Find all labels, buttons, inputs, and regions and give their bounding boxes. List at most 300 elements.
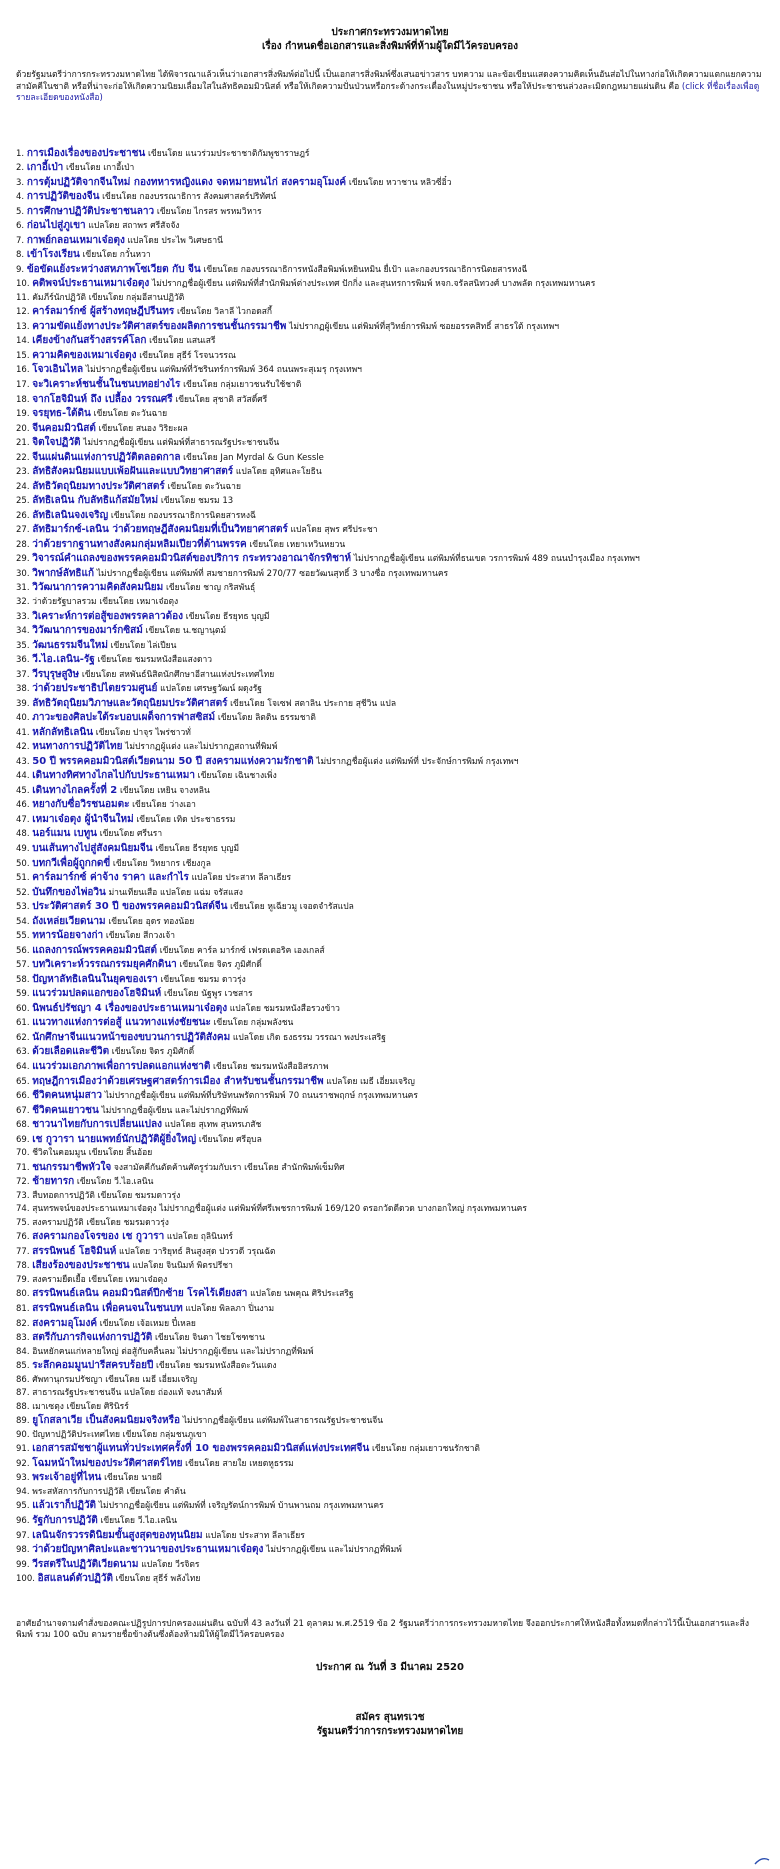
book-author: แปลโดย เศรษฐวัฒน์ ผดุงรัฐ <box>160 684 262 695</box>
book-title-link[interactable]: วีรสตรีในปฏิวัติเวียดนาม <box>32 1558 139 1570</box>
item-number: 90. <box>16 1429 33 1440</box>
book-author: เขียนโดย เหมาเจ๋อตุง <box>88 1274 168 1285</box>
book-list-item <box>16 1442 764 1457</box>
item-number: 65. <box>16 1076 33 1087</box>
item-number: 98. <box>16 1545 33 1556</box>
item-number: 9. <box>16 264 27 275</box>
book-list-item <box>16 1274 764 1288</box>
book-title-link[interactable]: ภาวะของศิลปะใต้ระบอบเผด็จการฟาสซิสม์ <box>32 712 216 724</box>
book-title-link[interactable]: เดินทางทิศทางไกลไปกับประธานเหมา <box>32 770 195 782</box>
book-author: แปลโดย นพคุณ ศิริประเสริฐ <box>250 1289 354 1300</box>
book-author: ไม่ปรากฏชื่อผู้เขียน แต่พิมพ์ที่ เจริญรัตน์การพิมพ์ บ้านพานถม กรุงเทพมหานคร <box>98 1501 384 1512</box>
item-number: 82. <box>16 1318 33 1329</box>
item-number: 79. <box>16 1274 33 1285</box>
book-title-link[interactable]: จากโฮจิมินห์ ถึง เปลื้อง วรรณศรี <box>32 393 173 405</box>
book-title-link[interactable]: วิวัฒนาการของมาร์กซิสม์ <box>32 625 143 637</box>
book-title-link[interactable]: โฉมหน้าใหม่ของประวัติศาสตร์ไทย <box>32 1457 183 1469</box>
book-author: เขียนโดย กลุ่มชนภูเขา <box>122 1429 207 1440</box>
book-author: แปลโดย ประสาท ลีลาเธียร <box>205 1530 305 1541</box>
book-title-link[interactable]: วิพากษ์ลัทธิแก้ <box>32 567 95 579</box>
item-number: 3. <box>16 177 27 188</box>
book-list-item <box>16 292 764 306</box>
book-author: เขียนโดย จิตร ภูมิศักดิ์ <box>179 960 262 971</box>
book-title-link[interactable]: ลัทธิเลนินจงเจริญ <box>32 509 109 521</box>
book-title-link[interactable]: เสียงร้องของประชาชน <box>32 1260 130 1272</box>
book-title-link[interactable]: ระลึกคอมมูนปารีสครบร้อยปี <box>32 1360 154 1372</box>
book-title-link[interactable]: อิสแลนด์ตัวปฏิวัติ <box>37 1573 113 1585</box>
book-list-item <box>16 1045 764 1060</box>
book-author: เขียนโดย สิ้นอ้อย <box>88 1148 153 1159</box>
book-title-link[interactable]: บนเส้นทางไปสู่สังคมนิยมจีน <box>32 843 153 854</box>
book-title-link: อินหยักคนแก่หลายใหญ่ ต่อสู้กับคลื่นลม <box>32 1346 176 1357</box>
book-title-link[interactable]: เอกสารสมัชชาผู้แทนทั่วประเทศครั้งที่ 10 ของพรรคคอมมิวนิสต์แห่งประเทศจีน <box>32 1443 370 1455</box>
book-author: ไม่ปรากฏผู้แต่ง และไม่ปรากฏสถานที่พิมพ์ <box>125 742 278 753</box>
book-author: เขียนโดย เหยาเหวินหยวน <box>249 539 346 550</box>
book-title-link[interactable]: วิจารณ์คำแถลงของพรรคคอมมิวนิสต์ของปริการ กระทรวงอาณาจักรทิชาห์ <box>32 553 352 565</box>
book-title-link[interactable]: ลัทธิวัตถุนิยมวิภาษและวัตถุนิยมประวัติศาสตร์ <box>32 697 228 709</box>
book-list-item <box>16 755 764 770</box>
book-list-item <box>16 552 764 567</box>
announcement-subject: เรื่อง กำหนดชื่อเอกสารและสิ่งพิมพ์ที่ห้ามผู้ใดมีไว้ครอบครอง <box>261 41 519 52</box>
item-number: 53. <box>16 902 33 913</box>
book-list-item <box>16 509 764 524</box>
book-title-link: พระสหัสการกับการปฏิวัติ <box>32 1486 124 1497</box>
book-title-link[interactable]: จีนแผ่นดินแห่งการปฏิวัติตลอดกาล <box>32 451 181 463</box>
book-title-link[interactable]: การปฏิวัติของจีน <box>26 191 100 203</box>
book-title-link: ว่าด้วยรัฐบาลรวม <box>32 596 97 607</box>
book-list-item <box>16 378 764 393</box>
book-author: แปลโดย พิลลภา ปิ่นงาม <box>185 1304 275 1314</box>
item-number: 83. <box>16 1333 33 1344</box>
book-title-link[interactable]: ชีวิตคนหนุ่มสาว <box>32 1090 103 1102</box>
item-number: 32. <box>16 596 33 607</box>
item-number: 84. <box>16 1346 33 1357</box>
book-author: เขียนโดย ธีรยุทธ บุญมี <box>185 611 270 622</box>
book-title-link[interactable]: แล้วเราก็ปฏิวัติ <box>32 1500 97 1512</box>
book-list-item <box>16 1104 764 1119</box>
book-list-item <box>16 581 764 596</box>
item-number: 100. <box>16 1574 38 1585</box>
book-list-item <box>16 349 764 364</box>
book-title-link[interactable]: วีรบุรุษสูงิษ <box>32 668 80 680</box>
book-author: เขียนโดย คาร์ล มาร์กซ์ เฟรดเดอริค เองเกลส์ <box>159 945 325 956</box>
item-number: 72. <box>16 1177 33 1188</box>
item-number: 6. <box>16 221 27 232</box>
book-list-item <box>16 1089 764 1104</box>
book-list-item <box>16 451 764 466</box>
book-author: เขียนโดย ศรีอุบล <box>198 1134 262 1145</box>
book-title-link[interactable]: ลัทธิเลนิน กับลัทธิแก้สมัยใหม่ <box>32 495 159 507</box>
book-title-link[interactable]: ด้วยเลือดและชีวิต <box>32 1046 110 1058</box>
book-author: เขียนโดย สุธีร์ พลังไทย <box>115 1574 201 1585</box>
item-number: 67. <box>16 1105 33 1116</box>
item-number: 20. <box>16 423 33 434</box>
book-title-link[interactable]: ลัทธิสังคมนิยมแบบเพ้อฝันและแบบวิทยาศาสตร์ <box>32 466 234 478</box>
item-number: 47. <box>16 814 33 825</box>
item-number: 37. <box>16 669 33 680</box>
book-title-link[interactable]: ชนกรรมาชีพหัวใจ <box>32 1161 112 1173</box>
item-number: 38. <box>16 684 33 695</box>
item-number: 18. <box>16 394 33 405</box>
item-number: 41. <box>16 727 33 738</box>
book-author: เขียนโดย วี.ไอ.เลนิน <box>100 1515 178 1526</box>
book-author: เขียนโดย กวั๋นหวา <box>82 250 151 261</box>
book-author: เขียนโดย เฉินชางเพิ่ง <box>197 771 277 782</box>
book-author: ไม่ปรากฏชื่อผู้เขียน แต่พิมพ์ที่ธนเขต วรการพิมพ์ 489 ถนนบำรุงเมือง กรุงเทพฯ <box>353 554 640 565</box>
item-number: 63. <box>16 1047 33 1058</box>
book-list-item <box>16 1259 764 1274</box>
book-author: เขียนโดย ชมรม 13 <box>160 496 234 507</box>
book-list-item <box>16 567 764 582</box>
book-list-item <box>16 958 764 973</box>
book-title-link[interactable]: ว่าด้วยปัญหาศิลปะและชาวนาของประธานเหมาเจ๋อตุง <box>32 1544 264 1556</box>
book-author: เขียนโดย ชมรมหนังสือตะวันแดง <box>156 1361 277 1372</box>
book-list-item <box>16 263 764 278</box>
book-title-link[interactable]: บทกวีเพื่อผู้ถูกกดขี่ <box>32 857 111 869</box>
item-number: 42. <box>16 742 33 753</box>
item-number: 15. <box>16 350 33 361</box>
book-title-link[interactable]: คติพจน์ประธานเหมาเจ๋อตุง <box>32 278 150 290</box>
book-title-link[interactable]: สงครามกองโจรของ เช กูวารา <box>32 1231 165 1243</box>
book-list-item <box>16 610 764 625</box>
item-number: 10. <box>16 279 33 290</box>
book-list-item <box>16 480 764 495</box>
book-title-link[interactable]: เข้าโรงเรียน <box>26 249 80 261</box>
book-title-link[interactable]: ก่อนไปสู่ภูเขา <box>26 220 86 232</box>
book-title-link[interactable]: นิพนธ์ปรัชญา 4 เรื่องของประธานเหมาเจ๋อตุง <box>32 1002 228 1014</box>
item-number: 76. <box>16 1232 33 1243</box>
book-author: ไม่ปรากฏชื่อผู้เขียน และไม่ปรากฏที่พิมพ์ <box>101 1105 249 1116</box>
book-title-link[interactable]: เช กูวารา นายแพทย์นักปฏิวัติผู้ยิ่งใหญ่ <box>32 1133 197 1145</box>
item-number: 92. <box>16 1458 33 1469</box>
book-title-link[interactable]: สรรนิพนธ์เลนิน คอมมิวนิสต์ปีกซ้าย โรคไร้เดียงสา <box>32 1288 248 1300</box>
book-list-item <box>16 320 764 335</box>
book-list-item <box>16 682 764 697</box>
book-author: เขียนโดย ลิตติน ธรรมชาติ <box>217 713 316 724</box>
book-title-link[interactable]: วี.ไอ.เลนิน-รัฐ <box>32 654 95 666</box>
book-list-item <box>16 1287 764 1302</box>
item-number: 2. <box>16 163 27 174</box>
book-title-link[interactable]: จีนคอมมิวนิสต์ <box>32 422 96 434</box>
book-title-link[interactable]: การเมืองเรื่องของประชาชน <box>26 147 146 159</box>
closing-paragraph: อาศัยอำนาจตามคำสั่งของคณะปฏิรูปการปกครองแผ่นดิน ฉบับที่ 43 ลงวันที่ 21 ตุลาคม พ.ศ.2519 ข้อ 2 รัฐมนตรีว่าการกระทรวงมหาดไทย จึงออกประกาศให้หนังสือทั้งหมดที่กล่าวไว้นี้เป็นเอกสารและสิ่งพิมพ์ รวม 100 ฉบับ ตามรายชื่อข้างต้นซึ่งต้องห้ามมิให้ผู้ใดมีไว้ครอบครอง <box>16 1618 749 1641</box>
book-author: แปลโดย อุทิศและโยธิน <box>235 467 322 478</box>
book-author: เขียนโดย เจ้อเหมย ปี๋เหลย <box>99 1318 196 1329</box>
book-list-item <box>16 842 764 857</box>
item-number: 34. <box>16 626 33 637</box>
book-title-link[interactable]: บทวิเคราะห์วรรณกรรมยุคศักดินา <box>32 959 177 971</box>
book-title-link[interactable]: หยางกับซื่อวิรชนอมตะ <box>32 799 130 811</box>
book-author: เขียนโดย จิตร ภูมิศักดิ์ <box>111 1047 195 1058</box>
item-number: 66. <box>16 1091 33 1102</box>
book-list <box>16 147 764 1587</box>
item-number: 60. <box>16 1003 33 1014</box>
book-list-item <box>16 886 764 901</box>
book-list-item <box>16 813 764 828</box>
book-title-link[interactable]: กาพย์กลอนเหมาเจ๋อตุง <box>26 234 125 246</box>
book-title-link[interactable]: หลักลัทธิเลนิน <box>32 726 94 738</box>
book-title-link[interactable]: ถังเหล่ยเวียดนาม <box>32 915 106 927</box>
item-number: 21. <box>16 438 33 449</box>
book-list-item <box>16 1217 764 1231</box>
book-author: เขียนโดย สุชาติ สวัสดิ์ศรี <box>175 394 268 405</box>
book-list-item <box>16 827 764 842</box>
book-author: เขียนโดย สหพันธ์นิสิตนักศึกษาอีสานแห่งประเทศไทย <box>81 669 275 680</box>
book-author: เขียนโดย นายผี <box>104 1473 162 1484</box>
book-title-link[interactable]: เกาอี้เป่า <box>26 162 64 174</box>
book-title-link[interactable]: วิวัฒนาการความคิดสังคมนิยม <box>32 582 164 594</box>
book-list-item <box>16 798 764 813</box>
announcement-date: ประกาศ ณ วันที่ 3 มีนาคม 2520 <box>316 1661 464 1673</box>
book-title-link[interactable]: จิตใจปฏิวัติ <box>32 437 81 449</box>
book-title-link[interactable]: ว่าด้วยประชาธิปไตยรวมศูนย์ <box>32 683 158 695</box>
item-number: 31. <box>16 583 33 594</box>
book-author: ไม่ปรากฏชื่อผู้แต่ง แต่พิมพ์ที่ศรีเพชรการพิมพ์ 169/120 ตรอกวัดดีดวด บางกอกใหญ่ กรุงเทพมหานคร <box>159 1204 527 1215</box>
item-number: 33. <box>16 611 33 622</box>
item-number: 62. <box>16 1032 33 1043</box>
book-author: ม่านเทียนเสือ แปลโดย แฉ่ม จรัสแสง <box>108 887 243 898</box>
book-title-link[interactable]: ช้ายทารก <box>32 1176 75 1188</box>
item-number: 85. <box>16 1361 33 1372</box>
item-number: 64. <box>16 1061 33 1072</box>
book-list-item <box>16 161 764 176</box>
book-list-item <box>16 422 764 437</box>
book-title-link[interactable]: ทหารน้อยจางก่า <box>32 930 104 942</box>
book-author: เขียนโดย ว่างเอา <box>132 800 196 811</box>
book-list-item <box>16 1016 764 1031</box>
book-author: เขียนโดย นัฐพูร เวชสาร <box>163 989 253 1000</box>
book-list-item <box>16 363 764 378</box>
book-list-item <box>16 639 764 654</box>
book-author: เขียนโดย สุธีร์ โรจนวรรณ <box>139 350 236 361</box>
item-number: 16. <box>16 365 33 376</box>
book-title-link[interactable]: การศึกษาปฏิวัติประชาชนลาว <box>26 205 155 217</box>
book-list-item <box>16 1457 764 1472</box>
book-title-link[interactable]: สตรีกับภารกิจแห่งการปฏิวัติ <box>32 1332 153 1344</box>
item-number: 17. <box>16 380 33 390</box>
book-title-link[interactable]: วัฒนธรรมจีนใหม่ <box>32 639 108 651</box>
book-title-link: สุนทรพจน์ของประธานเหมาเจ๋อตุง <box>32 1204 157 1215</box>
book-title-link[interactable]: เลนินจักรวรรดินิยมขั้นสูงสุดของทุนนิยม <box>32 1529 203 1541</box>
book-list-item <box>16 1499 764 1514</box>
book-title-link: ปัญหาปฏิวัติประเทศไทย <box>32 1429 120 1440</box>
book-author: ไม่ปรากฏชื่อผู้เขียน แต่พิมพ์ที่วัชรินทร์การพิมพ์ 364 ถนนพระสุเมรุ กรุงเทพฯ <box>85 365 362 376</box>
book-title-link[interactable]: บันทึกของไพ่อวิน <box>32 886 106 898</box>
book-list-item <box>16 523 764 538</box>
book-title-link[interactable]: แนวร่วมปลดแอกของโฮจิมินห์ <box>32 988 162 1000</box>
book-title-link[interactable]: ทฤษฎีการเมืองว่าด้วยเศรษฐศาสตร์การเมือง สำหรับชนชั้นกรรมาชีพ <box>32 1075 324 1087</box>
book-list-item <box>16 494 764 509</box>
book-title-link[interactable]: แนวร่วมเอกภาพเพื่อการปลดแอกแห่งชาติ <box>32 1060 211 1072</box>
book-title-link[interactable]: วิเคราะห์การต่อสู้ของพรรคลาวด้อง <box>32 610 184 622</box>
book-list-item <box>16 784 764 799</box>
book-list-item <box>16 973 764 988</box>
book-author: แปลโดย ประสาท ลีลาเธียร <box>191 873 292 884</box>
item-number: 27. <box>16 525 33 536</box>
book-author: แปลโดย จินนิมท์ พิตรปรีชา <box>132 1261 233 1272</box>
book-title-link[interactable]: สงครามอุโมงค์ <box>32 1317 98 1329</box>
item-number: 58. <box>16 974 33 985</box>
book-author: ไม่ปรากฏผู้เขียน แต่พิมพ์ที่สุวิทย์การพิมพ์ ซอยอรรคสิทธิ์ สาธรใต้ กรุงเทพฯ <box>289 321 559 332</box>
book-author: เขียนโดย น.ชญานุตม์ <box>145 626 227 637</box>
item-number: 14. <box>16 336 33 347</box>
book-title-link[interactable]: สรรนิพนธ์เลนิน เพื่อคนจนในชนบท <box>32 1303 183 1314</box>
signature-block <box>16 1711 764 1739</box>
book-title-link[interactable]: แนวทางแห่งการต่อสู้ แนวทางแห่งชัยชนะ <box>32 1017 211 1029</box>
book-title-link[interactable]: ความขัดแย้งทางประวัติศาสตร์ของผลิตการชนชั้นกรรมาชีพ <box>32 320 287 332</box>
book-title-link[interactable]: คาร์ลมาร์กซ์ ผู้สร้างทฤษฎีปรีนทร <box>32 306 175 318</box>
item-number: 93. <box>16 1473 33 1484</box>
book-title-link[interactable]: 50 ปี พรรคคอมมิวนิสต์เวียดนาม 50 ปี สงครามแห่งความรักชาติ <box>32 755 314 767</box>
item-number: 45. <box>16 785 33 796</box>
book-list-item <box>16 248 764 263</box>
book-title-link[interactable]: เคียงข้างกันสร้างสรรค์โลก <box>32 335 147 347</box>
book-title-link[interactable]: ลัทธิวัตถุนิยมทางประวัติศาสตร์ <box>32 480 165 492</box>
book-list-item <box>16 1002 764 1017</box>
book-list-item <box>16 1346 764 1360</box>
item-number: 77. <box>16 1246 33 1257</box>
book-author: เขียนโดย ปาจุร ไพร่ชาวทั่ <box>95 727 191 738</box>
book-list-item <box>16 711 764 726</box>
book-list-item <box>16 1031 764 1046</box>
book-author: เขียนโดย เมธี เอี่ยมเจริญ <box>105 1374 198 1385</box>
book-author: เขียนโดย ตะวันฉาย <box>167 481 241 492</box>
book-title-link[interactable]: โจวเอินไหล <box>32 364 84 376</box>
book-title-link[interactable]: ข้อขัดแย้งระหว่างสหภาพโซเวียต กับ จีน <box>26 263 201 275</box>
book-author: เขียนโดย เหยิน จางหลิน <box>119 785 210 796</box>
item-number: 29. <box>16 554 33 565</box>
book-author: เขียนโดย ศิรินิรร์ <box>66 1401 129 1412</box>
book-list-item <box>16 944 764 959</box>
book-title-link[interactable]: ปัญหาลัทธิเลนินในยุคของเรา <box>32 973 158 985</box>
book-title-link: สงครามยืดเยื้อ <box>32 1274 86 1285</box>
book-author: เขียนโดย ไกรสร พรหมวิหาร <box>156 206 262 217</box>
book-list-item <box>16 1118 764 1133</box>
book-title-link[interactable]: นักศึกษาจีนแนวหน้าของขบวนการปฏิวัติสังคม <box>32 1031 231 1043</box>
book-list-item <box>16 305 764 320</box>
book-author: เขียนโดย ชมรมหนังสืออิสรภาพ <box>213 1061 329 1072</box>
book-title-link[interactable]: หนทางการปฏิวัติไทย <box>32 741 123 753</box>
intro-text: ด้วยรัฐมนตรีว่าการกระทรวงมหาดไทย ได้พิจารณาแล้วเห็นว่าเอกสารสิ่งพิมพ์ต่อไปนี้ เป็นเอกสารสิ่งพิมพ์ซึ่งเสนอข่าวสาร บทความ และข้อเขียนแสดงความคิดเห็นอันส่อไปในทางก่อให้เกิดความแตกแยกความสามัคคีในชาติ หรือที่น่าจะก่อให้เกิดความนิยมเลื่อมใสในลัทธิคอมมิวนิสต์ หรือให้เกิดความปั่นป่วนหรือกระด้างกระเดื่องในหมู่ประชาชน หรือให้ประชาชนล่วงละเมิดกฎหมายแผ่นดิน คือ <box>16 70 762 92</box>
book-author: ไม่ปรากฏชื่อผู้เขียน แต่พิมพ์ที่บริษัทนพรัตการพิมพ์ 70 ถนนราชพฤกษ์ กรุงเทพมหานคร <box>104 1091 418 1102</box>
book-author: เขียนโดย ธีรยุทธ บุญมี <box>155 844 240 854</box>
item-number: 95. <box>16 1501 33 1512</box>
book-author: เขียนโดย เทิด ประชาธรรม <box>136 814 236 825</box>
book-list-item <box>16 1075 764 1090</box>
book-list-item <box>16 1230 764 1245</box>
item-number: 61. <box>16 1018 33 1029</box>
item-number: 71. <box>16 1162 33 1173</box>
book-list-item <box>16 1133 764 1148</box>
book-list-item <box>16 277 764 292</box>
book-author: ไม่ปรากฏผู้เขียน และไม่ปรากฏที่พิมพ์ <box>177 1346 314 1357</box>
book-list-item <box>16 1331 764 1346</box>
book-author: เขียนโดย ตะวันฉาย <box>93 409 168 420</box>
book-title-link[interactable]: เหมาเจ๋อตุง ผู้นำจีนใหม่ <box>32 813 134 825</box>
item-number: 50. <box>16 858 33 869</box>
book-title-link[interactable]: จรยุทธ-ใต้ดิน <box>32 408 91 420</box>
book-list-item <box>16 334 764 349</box>
book-title-link[interactable]: พระเจ้าอยู่ที่ไหน <box>32 1472 102 1484</box>
book-title-link[interactable]: เดินทางไกลครั้งที่ 2 <box>32 784 118 796</box>
book-author: เขียนโดย คำต้น <box>126 1486 186 1497</box>
book-list-item <box>16 929 764 944</box>
book-title-link[interactable]: ประวัติศาสตร์ 30 ปี ของพรรคคอมมิวนิสต์จีน <box>32 901 228 913</box>
item-number: 1. <box>16 148 27 159</box>
book-author: เขียนโดย กลุ่มอีสานปฏิวัติ <box>88 292 185 303</box>
book-title-link[interactable]: ชีวิตคนเยาวชน <box>32 1104 99 1116</box>
book-list-item <box>16 407 764 422</box>
item-number: 94. <box>16 1486 33 1497</box>
item-number: 91. <box>16 1444 33 1455</box>
book-author: ไม่ปรากฏชื่อผู้เขียน แต่พิมพ์ในสาธารณรัฐประชาชนจีน <box>182 1416 384 1427</box>
book-title-link[interactable]: นอร์แมน เบทูน <box>32 828 97 840</box>
announcement-title: ประกาศกระทรวงมหาดไทย <box>331 27 449 38</box>
book-title-link: คัมภีร์นักปฏิวัติ <box>32 292 87 303</box>
book-title-link[interactable]: แถลงการณ์พรรคคอมมิวนิสต์ <box>32 944 158 956</box>
book-title-link[interactable]: ลัทธิมาร์กซ์-เลนิน ว่าด้วยทฤษฎีสังคมนิยมที่เป็นวิทยาศาสตร์ <box>32 524 288 536</box>
book-title-link[interactable]: คาร์ลมาร์กซ์ ค่าจ้าง ราคา และกำไร <box>32 872 189 884</box>
book-author: เขียนโดย Jan Myrdal & Gun Kessle <box>183 452 324 463</box>
book-author: แปลโดย เกิด ธงธรรม วรรณา พงประเสริฐ <box>232 1032 386 1043</box>
book-title-link[interactable]: ยูโกสลาเวีย เป็นสังคมนิยมจริงหรือ <box>32 1415 180 1427</box>
book-list-item <box>16 1387 764 1401</box>
book-author: เขียนโดย แนวร่วมประชาชาติกัมพูชาราษฎร์ <box>147 148 310 159</box>
book-author: เขียนโดย สายใย เหยดหูธรรม <box>185 1458 294 1469</box>
book-author: เขียนโดย เหมาเจ๋อตุง <box>99 596 179 607</box>
item-number: 74. <box>16 1204 33 1215</box>
book-list-item <box>16 190 764 205</box>
book-title-link: ชีวิตในคอมมูน <box>32 1148 87 1159</box>
book-title-link[interactable]: ชาวนาไทยกับการเปลี่ยนแปลง <box>32 1119 163 1131</box>
book-author: เขียนโดย แสนเสรี <box>149 336 216 347</box>
book-list-item <box>16 1147 764 1161</box>
book-author: เขียนโดย วี.ไอ.เลนิน <box>76 1177 154 1188</box>
book-author: เขียนโดย กองบรรณาธิการ สังคมศาสตร์ปริทัศน์ <box>102 192 277 203</box>
item-number: 30. <box>16 568 33 579</box>
document <box>16 26 764 1739</box>
book-title-link[interactable]: การตุ้มปฏิวัติจากจีนใหม่ กองทหารหญิงแดง จดหมายหนไก่ สงครามอุโมงค์ <box>26 176 347 188</box>
item-number: 26. <box>16 510 33 521</box>
book-title-link[interactable]: ความคิดของเหมาเจ๋อตุง <box>32 349 137 361</box>
book-author: ไม่ปรากฏชื่อผู้เขียน แต่พิมพ์ที่ สมชายการพิมพ์ 270/77 ซอยวัฒนสุทธิ์ 3 บางซื่อ กรุงเทพมหานคร <box>96 568 449 579</box>
book-title-link[interactable]: รัฐกับการปฏิวัติ <box>32 1514 98 1526</box>
book-list-item <box>16 219 764 234</box>
book-list-item <box>16 1486 764 1500</box>
book-list-item <box>16 1572 764 1587</box>
item-number: 22. <box>16 452 33 463</box>
book-title-link[interactable]: ว่าด้วยรากฐานทางสังคมกลุ่มหลิมเปียวที่ต้านพรรค <box>32 538 247 550</box>
book-author: เขียนโดย สนอง วิริยะผล <box>98 423 188 434</box>
book-author: แปลโดย วีรจิตร <box>141 1559 200 1570</box>
book-list-item <box>16 857 764 872</box>
book-author: แปลโดย ถุลินินทร์ <box>166 1232 233 1243</box>
item-number: 48. <box>16 829 33 840</box>
intro-paragraph <box>16 70 764 105</box>
book-title-link[interactable]: จะวิเคราะห์ชนชั้นในชนบทอย่างไร <box>32 379 181 390</box>
book-title-link[interactable]: สรรนิพนธ์ โฮจิมินห์ <box>32 1245 117 1257</box>
book-author: เขียนโดย หูเฉียวมู เจอดจำรัสแปล <box>230 902 354 913</box>
book-author: เขียนโดย กองบรรณาธิการนิตยสารหงฉี <box>110 510 256 521</box>
book-author: เขียนโดย วิลาลี ไวกอดสกี้ <box>176 307 273 318</box>
book-author: แปลโดย สุเทพ สุนทรเภสัช <box>164 1120 262 1131</box>
book-title-link: ศัพทานุกรมปรัชญา <box>32 1374 103 1385</box>
book-author: เขียนโดย ชาญ กริสพันธุ์ <box>165 583 256 594</box>
book-author: เขียนโดย โจเซฟ สตาลิน ประกาย สุชีวิน แปล <box>230 698 397 709</box>
book-list-item <box>16 1401 764 1415</box>
item-number: 51. <box>16 873 33 884</box>
intro-link[interactable]: (click ที่ชื่อเรื่องเพื่อดูรายละเอียดของหนังสือ) <box>16 81 760 103</box>
